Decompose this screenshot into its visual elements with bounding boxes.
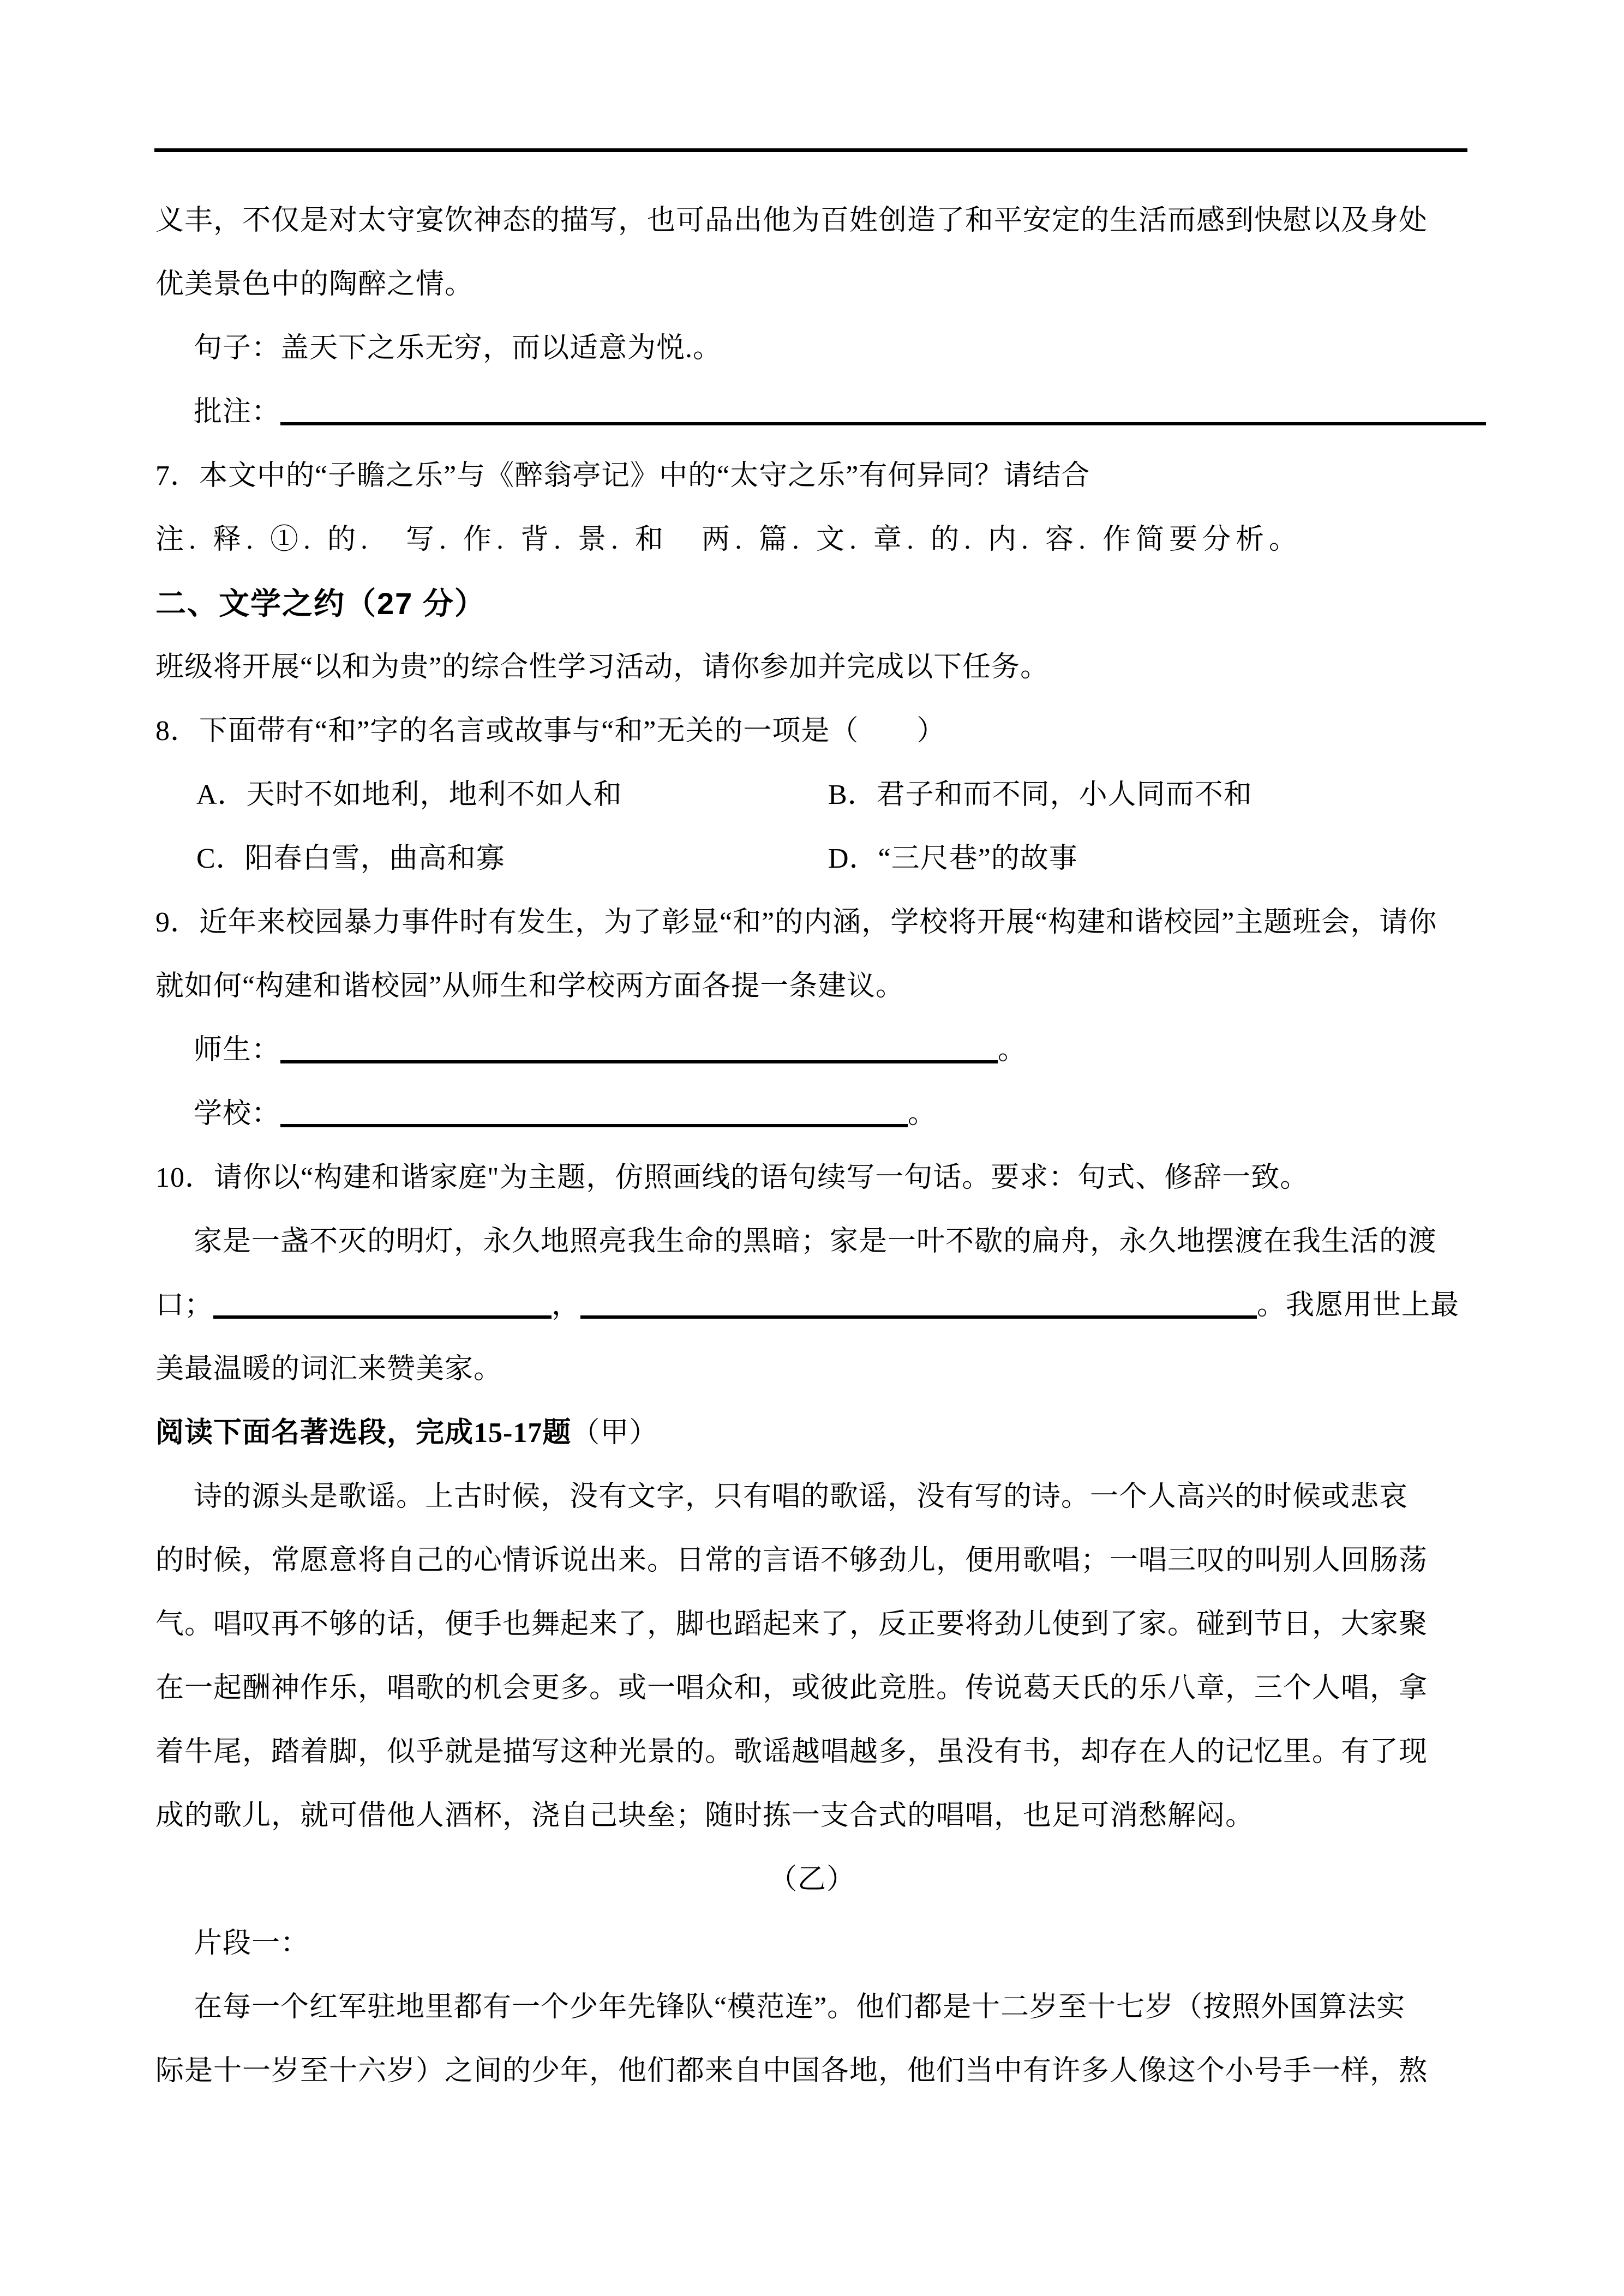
text-segment: 的时候，常愿意将自己的心情诉说出来。日常的言语不够劲儿，便用歌唱；一唱三叹的叫别人回肠荡 [155,1545,1428,1576]
text-segment: 口； [155,1290,214,1321]
text-line [155,1656,1469,1720]
text-line [155,380,1469,444]
text-line [155,1848,1469,1912]
text-segment: 片段一： [194,1928,310,1959]
text-line [155,1337,1469,1401]
text-segment: 成的歌儿，就可借他人酒杯，浇自己块垒；随时拣一支合式的唱唱，也足可消愁解闷。 [155,1800,1255,1831]
text-segment: 着牛尾，踏着脚，似乎就是描写这种光景的。歌谣越唱越多，虽没有书，却存在人的记忆里。有了现 [155,1736,1428,1768]
text-segment: 师生： [194,1035,281,1066]
text-segment: ， [552,1290,581,1321]
answer-blank [280,1104,908,1127]
text-line [155,954,1469,1018]
text-line [155,189,1469,253]
answer-blank [580,1296,1257,1319]
document-content [155,189,1469,2103]
header-rule [154,148,1467,152]
text-segment: 学校： [194,1098,281,1129]
text-line [155,1146,1469,1210]
text-segment: 诗的源头是歌谣。上古时候，没有文字，只有唱的歌谣，没有写的诗。一个人高兴的时候或悲哀 [194,1481,1409,1512]
answer-blank [213,1296,552,1319]
text-segment: 注. 释. ①. 的. 写. 作. 背. 景. 和 两. 篇. 文. 章. 的. 内. 容. 作简要分析。 [155,524,1303,555]
option-row [155,763,1469,827]
text-line [155,253,1469,316]
answer-blank [280,1041,998,1063]
text-segment: 句子：盖天下之乐无穷，而以适意为悦.。 [194,333,722,364]
text-segment: 9．近年来校园暴力事件时有发生，为了彰显“和”的内涵，学校将开展“构建和谐校园”主题班会，请你 [155,907,1437,938]
text-segment: 批注： [194,396,281,428]
text-line [155,1975,1469,2039]
text-segment: （甲） [571,1417,658,1448]
text-segment: 7．本文中的“子瞻之乐”与《醉翁亭记》中的“太守之乐”有何异同？请结合 [155,460,1090,491]
text-line [155,1401,1469,1465]
text-segment: 在每一个红军驻地里都有一个少年先锋队“模范连”。他们都是十二岁至十七岁（按照外国算法实 [194,1992,1406,2023]
text-segment: 际是十一岁至十六岁）之间的少年，他们都来自中国各地，他们当中有许多人像这个小号手一样，熬 [155,2055,1428,2087]
text-line [155,1465,1469,1529]
text-segment: 就如何“构建和谐校园”从师生和学校两方面各提一条建议。 [155,971,905,1002]
text-line [155,1784,1469,1848]
text-line [155,444,1469,508]
text-segment: 二、文学之约（27 分） [155,586,486,621]
option-item: C．阳春白雪，曲高和寡 [196,843,505,874]
text-line [155,1273,1469,1337]
text-segment: 家是一盏不灭的明灯，永久地照亮我生命的黑暗；家是一叶不歇的扁舟，永久地摆渡在我生活的渡 [194,1226,1437,1257]
text-segment: 优美景色中的陶醉之情。 [155,269,474,300]
text-segment: 在一起酬神作乐，唱歌的机会更多。或一唱众和，或彼此竞胜。传说葛天氏的乐八章，三个人唱，拿 [155,1673,1428,1704]
text-line [155,1082,1469,1146]
option-item: D．“三尺巷”的故事 [828,843,1078,874]
text-line [155,508,1469,572]
text-segment: 。我愿用世上最 [1257,1290,1460,1321]
text-segment: 气。唱叹再不够的话，便手也舞起来了，脚也蹈起来了，反正要将劲儿使到了家。碰到节日，大家聚 [155,1609,1428,1640]
option-row [155,827,1469,891]
section-heading [155,572,1469,635]
text-segment: 美最温暖的词汇来赞美家。 [155,1354,503,1385]
text-line [155,2039,1469,2103]
text-line [155,1018,1469,1082]
text-segment: （乙） [768,1864,855,1895]
text-segment: 。 [998,1035,1027,1066]
option-item: B．君子和而不同，小人同而不和 [828,779,1253,810]
option-item: A．天时不如地利，地利不如人和 [196,779,622,810]
text-segment: 阅读下面名著选段，完成15-17题 [155,1417,572,1448]
text-line [155,635,1469,699]
text-segment: 。 [908,1098,937,1129]
text-line [155,1592,1469,1656]
text-line [155,699,1469,763]
text-line [155,1210,1469,1273]
text-segment: 10．请你以“构建和谐家庭"为主题，仿照画线的语句续写一句话。要求：句式、修辞一致。 [155,1162,1309,1193]
text-line [155,316,1469,380]
text-line [155,1720,1469,1784]
text-line [155,1912,1469,1975]
answer-blank [280,402,1486,425]
text-line [155,1529,1469,1592]
text-line [155,891,1469,954]
text-segment: 班级将开展“以和为贵”的综合性学习活动，请你参加并完成以下任务。 [155,652,1050,683]
text-segment: 8．下面带有“和”字的名言或故事与“和”无关的一项是（ ） [155,716,946,747]
text-segment: 义丰，不仅是对太守宴饮神态的描写，也可品出他为百姓创造了和平安定的生活而感到快慰以及身处 [155,205,1428,236]
